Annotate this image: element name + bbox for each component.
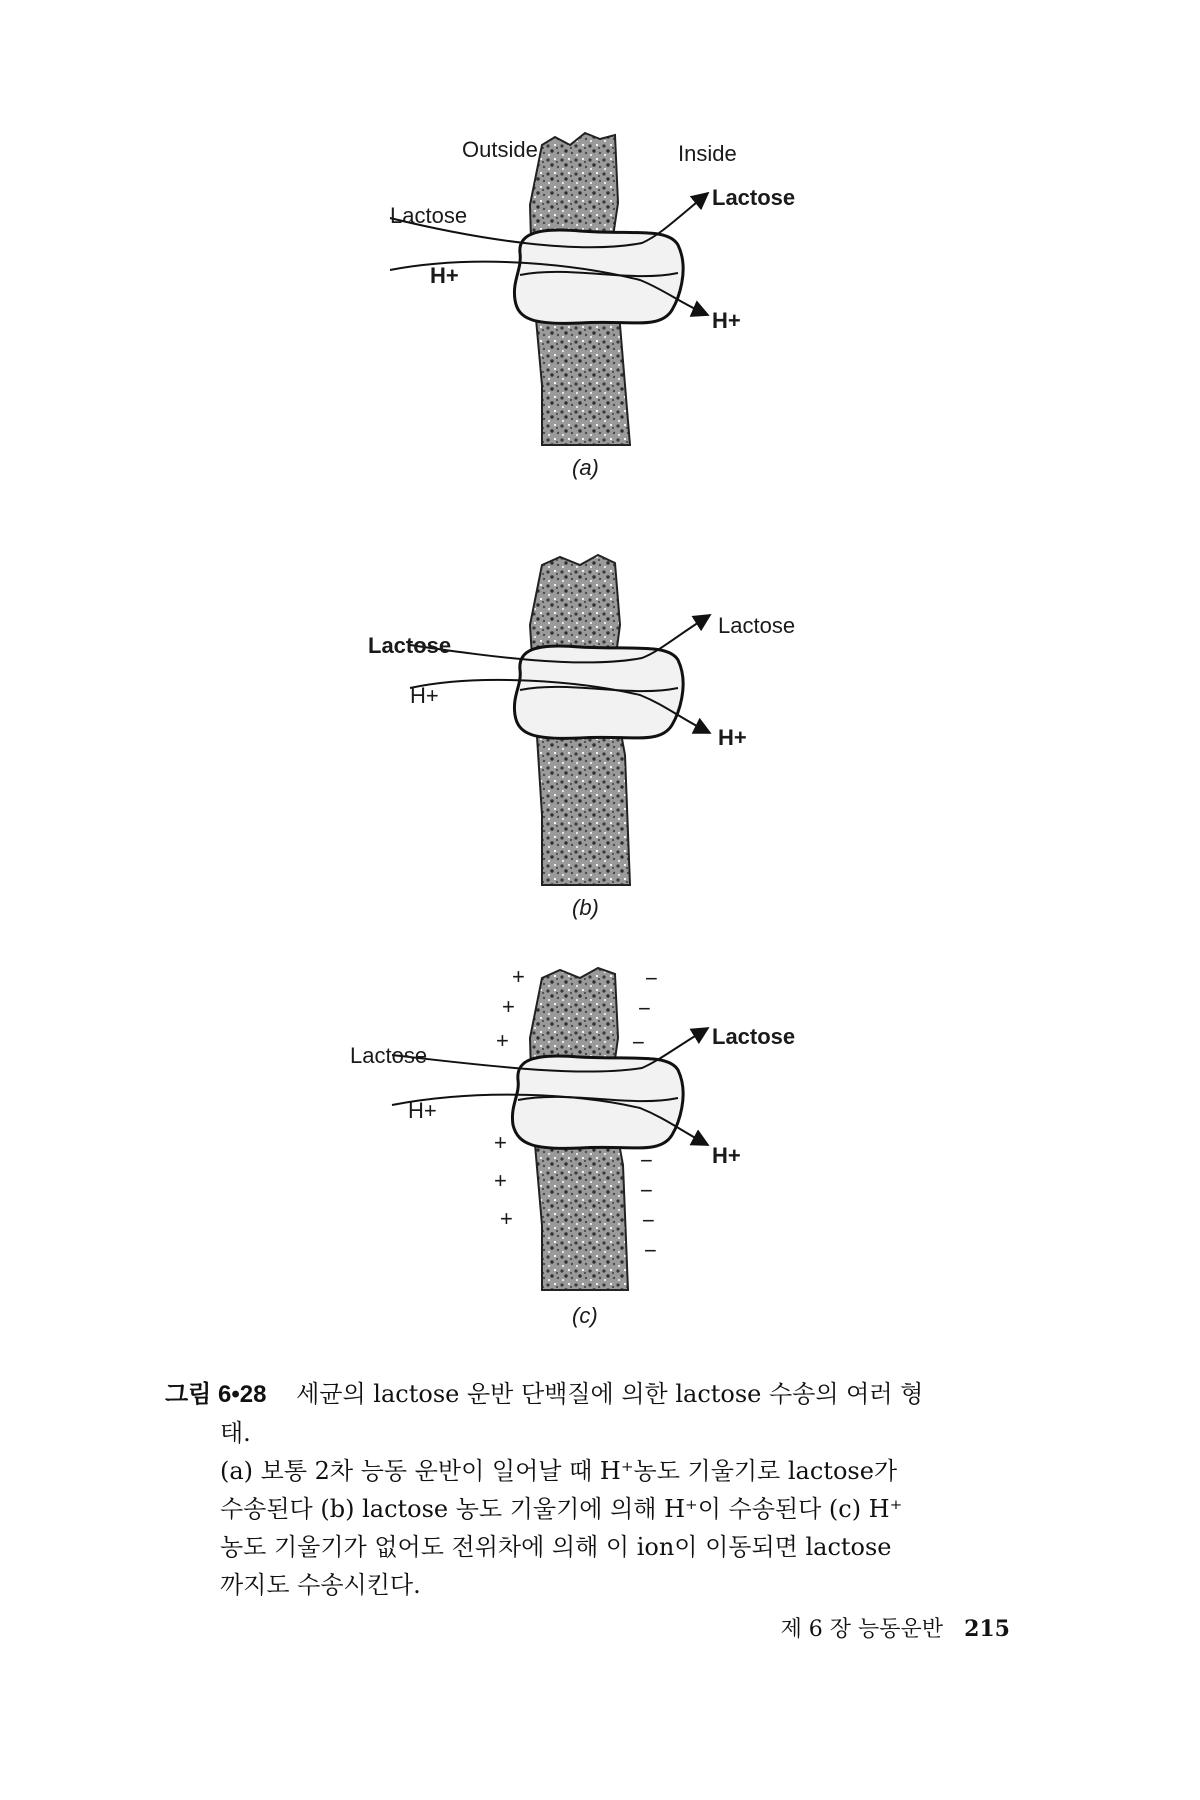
subfigure-label-c: (c) [572,1303,598,1328]
proton-label-left: H+ [430,263,459,288]
caption-line: (a) 보통 2차 능동 운반이 일어날 때 H⁺농도 기울기로 lactose가 [220,1457,898,1485]
plus-sign: + [500,1206,513,1231]
minus-sign: − [632,1030,645,1055]
lactose-label-left: Lactose [390,203,468,228]
minus-sign: − [645,966,658,991]
lactose-label-right: Lactose [712,1024,796,1049]
subfigure-label-a: (a) [572,455,599,480]
figure-panel-b [280,555,840,935]
page-footer [781,1612,1010,1643]
membrane-diagram-b [280,555,840,935]
figure-panel-c [280,960,840,1340]
minus-sign: − [640,1178,653,1203]
caption-line: 태. [220,1419,251,1447]
plus-sign: + [502,994,515,1019]
proton-label-left: H+ [408,1098,437,1123]
subfigure-label-b: (b) [572,895,599,920]
inside-label: Inside [678,141,737,166]
proton-label-left: H+ [410,683,439,708]
figure-panel-a [280,115,840,495]
minus-sign: − [644,1238,657,1263]
minus-sign: − [640,1148,653,1173]
figure-label: 그림 6•28 [165,1381,267,1408]
caption-line: 까지도 수송시킨다. [220,1571,421,1599]
caption-line: 농도 기울기가 없어도 전위차에 의해 이 ion이 이동되면 lactose [220,1533,892,1561]
plus-sign: + [496,1028,509,1053]
plus-sign: + [494,1168,507,1193]
chapter-title: 제 6 장 능동운반 [780,1617,944,1642]
figure-caption [165,1375,1020,1604]
caption-line: 수송된다 (b) lactose 농도 기울기에 의해 H⁺이 수송된다 (c) H⁺ [220,1495,903,1523]
membrane-diagram-c [280,960,840,1340]
proton-label-right: H+ [718,725,747,750]
lactose-label-right: Lactose [718,613,796,638]
outside-label: Outside [462,137,538,162]
lactose-label-left: Lactose [350,1043,428,1068]
membrane-diagram-a [280,115,840,495]
lactose-label-right: Lactose [712,185,796,210]
plus-sign: + [512,964,525,989]
proton-label-right: H+ [712,308,741,333]
caption-line [165,1375,1020,1414]
plus-sign: + [494,1130,507,1155]
page-number: 215 [964,1616,1010,1642]
proton-label-right: H+ [712,1143,741,1168]
lactose-label-left: Lactose [368,633,452,658]
minus-sign: − [638,996,651,1021]
caption-text: 세균의 lactose 운반 단백질에 의한 lactose 수송의 여러 형 [296,1380,924,1408]
minus-sign: − [642,1208,655,1233]
